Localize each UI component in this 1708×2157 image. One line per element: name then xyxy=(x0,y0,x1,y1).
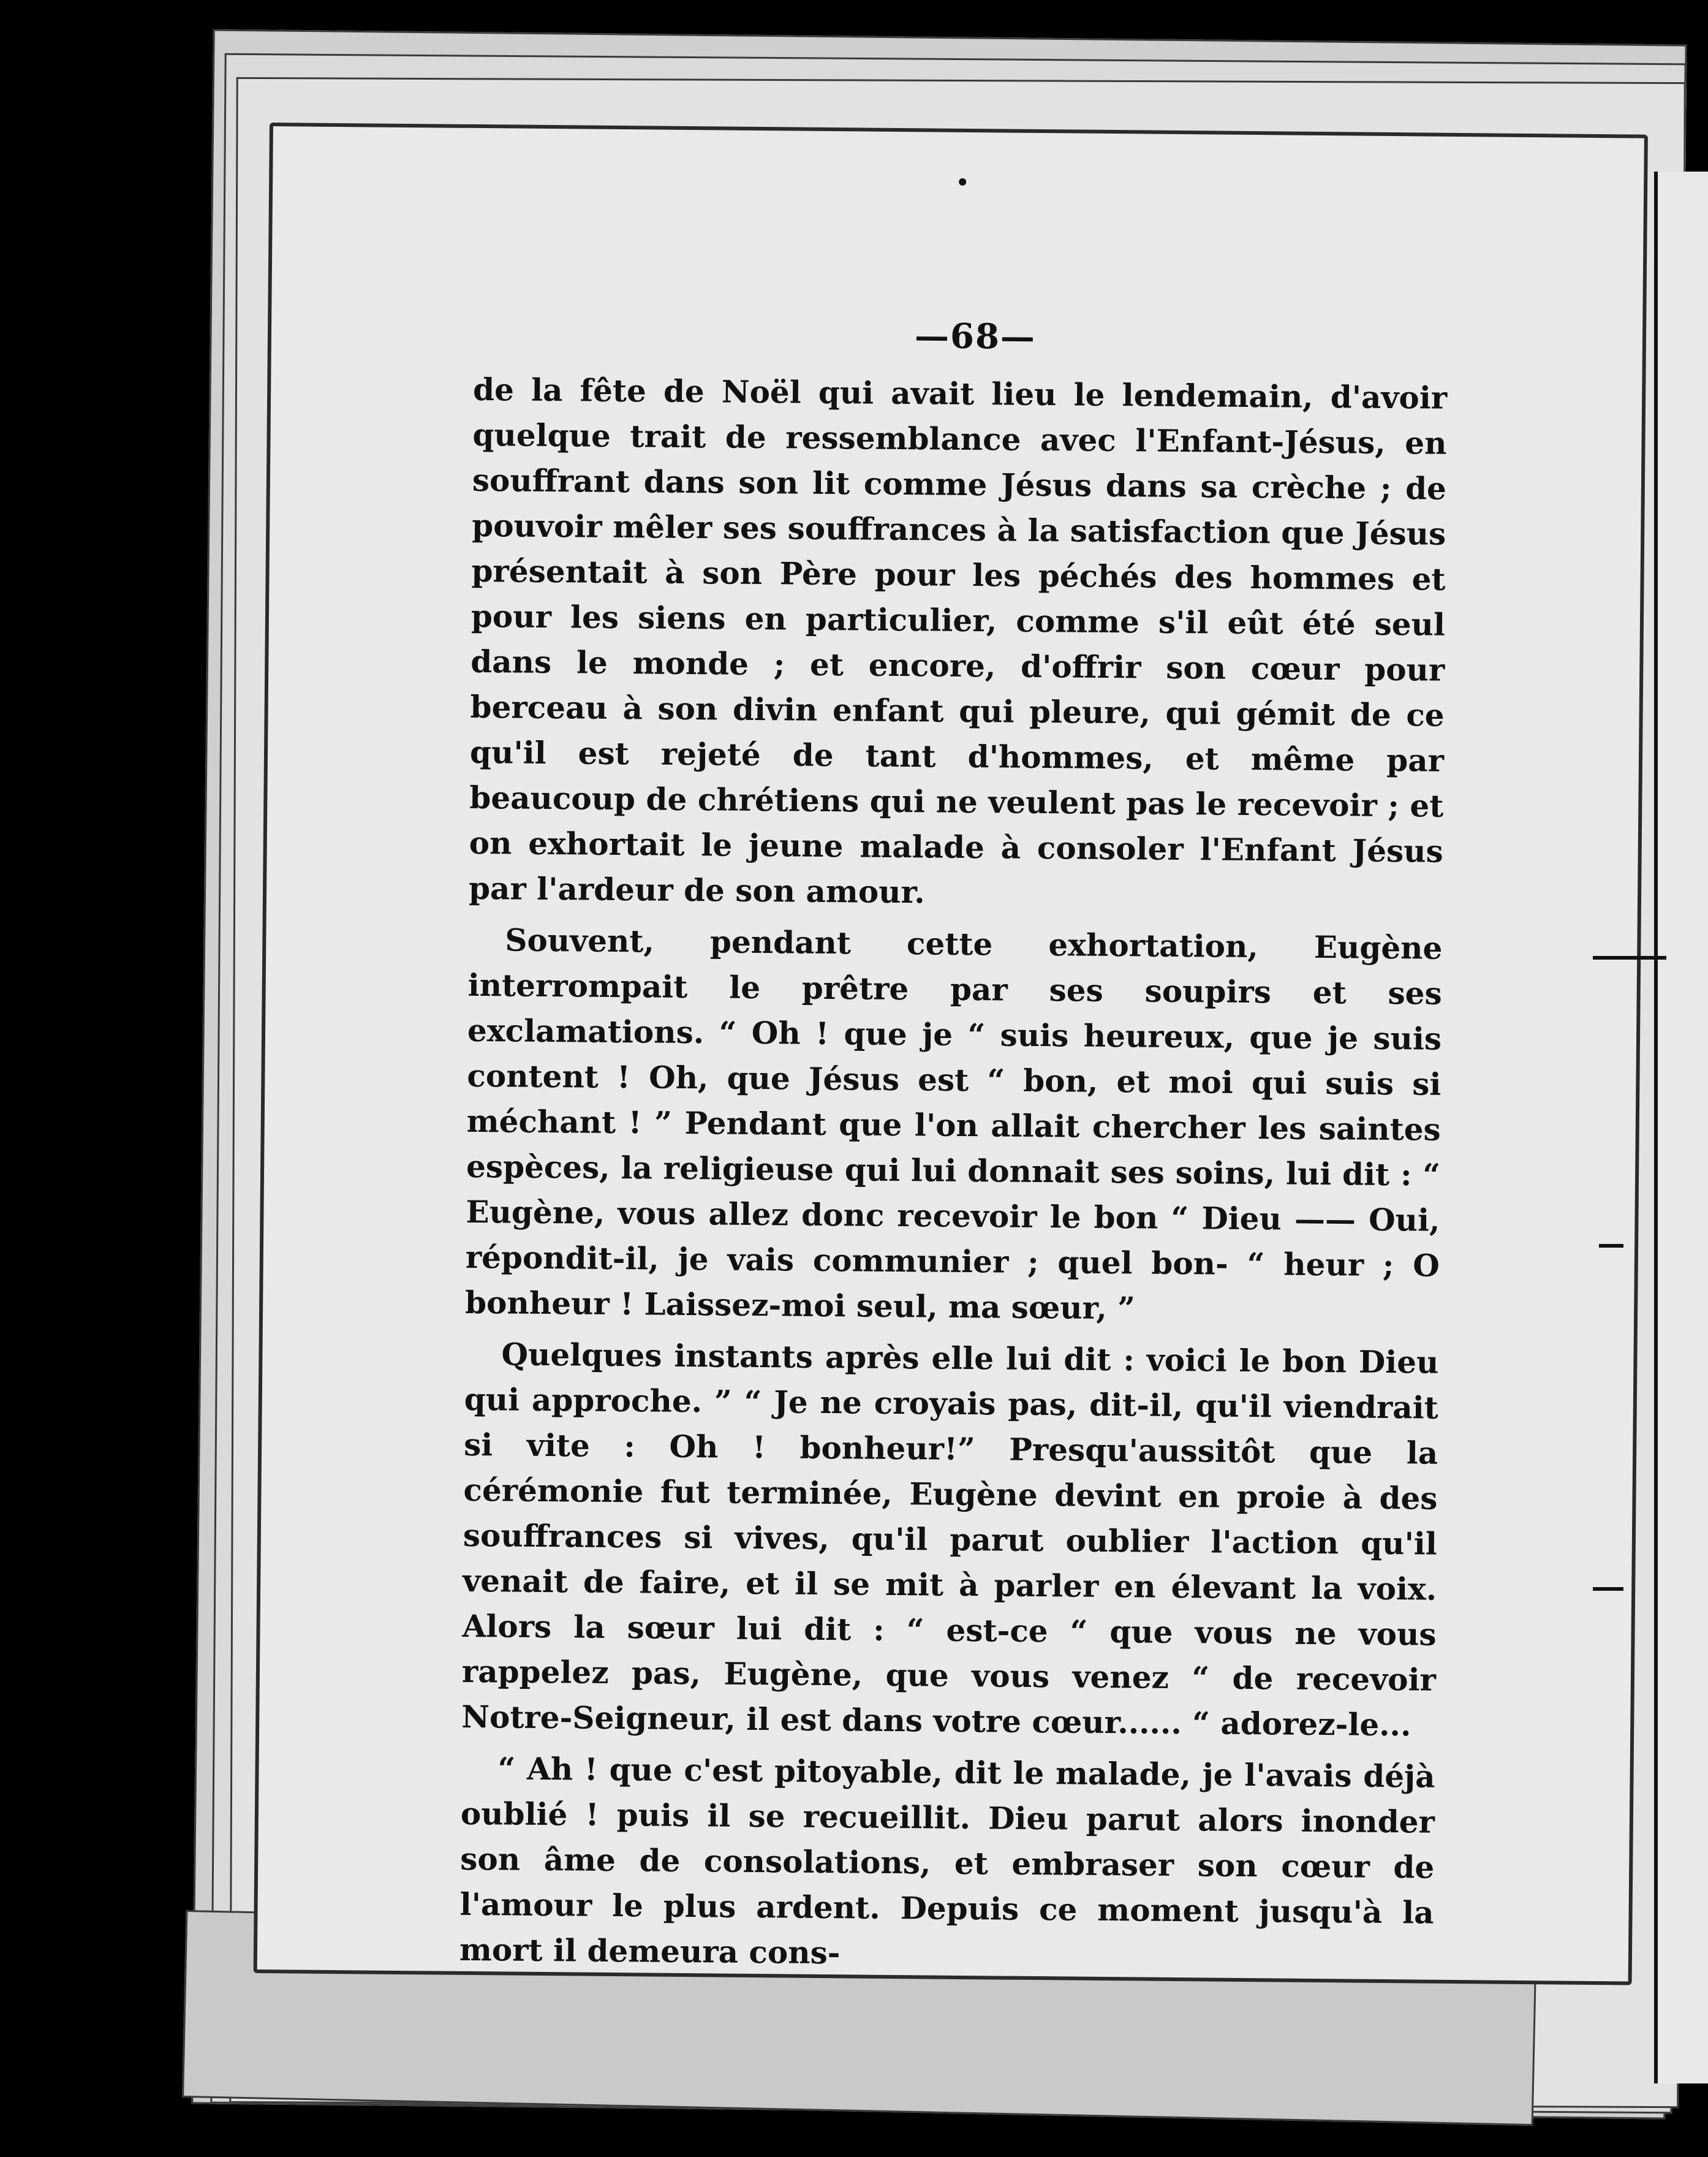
ink-speck xyxy=(959,178,966,186)
paragraph: “ Ah ! que c'est pitoyable, dit le malade, je l'avais déjà oublié ! puis il se recueillit. Dieu parut alors inonder son âme de consolations, et embraser son cœur de l'amour le plus ardent. Depuis ce moment jusqu'à la mort il demeura cons- xyxy=(459,1750,1435,1971)
paragraph: Quelques instants après elle lui dit : voici le bon Dieu qui approche. ” “ Je ne croyais pas, dit-il, qu'il viendrait si vite : Oh ! bonheur!” Presqu'aussitôt que la cérémonie fut terminée, Eugène devint en proie à des souffrances si vives, qu'il parut oublier l'action qu'il venait de faire, et il se mit à parler en élevant la voix. Alors la sœur lui dit : “ est-ce “ que vous ne vous rappelez pas, Eugène, que vous venez “ de recevoir Notre-Seigneur, il est dans votre cœur...... “ adorez-le... xyxy=(461,1336,1439,1743)
margin-mark xyxy=(1593,1587,1623,1591)
margin-mark xyxy=(1599,1244,1623,1248)
paragraph: Souvent, pendant cette exhortation, Eugène interrompait le prêtre par ses soupirs et ses exclamations. “ Oh ! que je “ suis heureux, que je suis content ! Oh, que Jésus est “ bon, et moi qui suis si méchant ! ” Pendant que l'on allait chercher les saintes espèces, la religieuse qui lui donnait ses soins, lui dit : “ Eugène, vous allez donc recevoir le bon “ Dieu —— Oui, répondit-il, je vais communier ; quel bon- “ heur ; O bonheur ! Laissez-moi seul, ma sœur, ” xyxy=(464,922,1443,1327)
page-leaf xyxy=(254,123,1648,1985)
paragraph: de la fête de Noël qui avait lieu le lendemain, d'avoir quelque trait de ressemblance avec l'Enfant-Jésus, en souffrant dans son lit comme Jésus dans sa crèche ; de pouvoir mêler ses souffrances à la satisfaction que Jésus présentait à son Père pour les péchés des hommes et pour les siens en particulier, comme s'il eût été seul dans le monde ; et encore, d'offrir son cœur pour berceau à son divin enfant qui pleure, qui gémit de ce qu'il est rejeté de tant d'hommes, et même par beaucoup de chrétiens qui ne veulent pas le recevoir ; et on exhortait le jeune malade à consoler l'Enfant Jésus par l'ardeur de son amour. xyxy=(468,371,1448,911)
facing-page-edge xyxy=(1654,172,1708,2083)
margin-mark xyxy=(1593,956,1666,960)
page-number: —68— xyxy=(914,316,1037,357)
body-text xyxy=(459,367,1448,1987)
